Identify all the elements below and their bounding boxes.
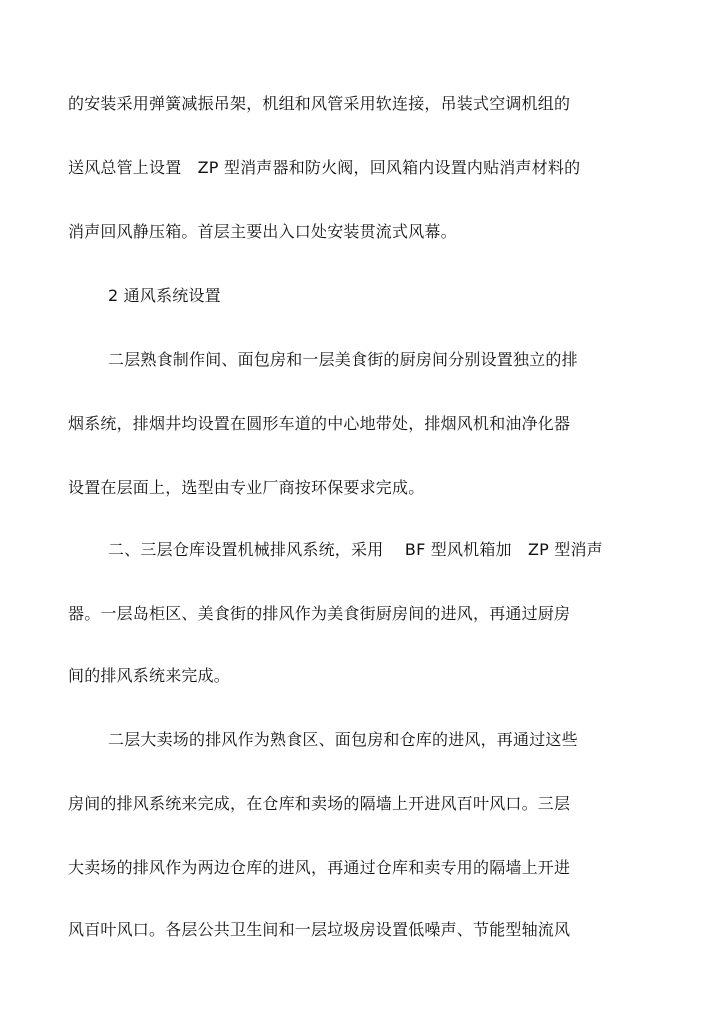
text-line-1: 的安装采用弹簧减振吊架，机组和风管采用软连接，吊装式空调机组的 — [68, 94, 571, 113]
text-line-3: 消声回风静压箱。首层主要出入口处安装贯流式风幕。 — [68, 222, 457, 241]
text-line-11: 二层大卖场的排风作为熟食区、面包房和仓库的进风，再通过这些 — [108, 730, 578, 749]
text-line-14: 风百叶风口。各层公共卫生间和一层垃圾房设置低噪声、节能型轴流风 — [68, 920, 571, 939]
text-line-6: 烟系统，排烟井均设置在圆形车道的中心地带处，排烟风机和油净化器 — [68, 414, 571, 433]
text-line-12: 房间的排风系统来完成，在仓库和卖场的隔墙上开进风百叶风口。三层 — [68, 794, 571, 813]
text-line-7: 设置在层面上，选型由专业厂商按环保要求完成。 — [68, 478, 425, 497]
text-line-13: 大卖场的排风作为两边仓库的进风，再通过仓库和卖专用的隔墙上开进 — [68, 858, 571, 877]
text-line-10: 间的排风系统来完成。 — [68, 666, 231, 685]
text-line-8: 二、三层仓库设置机械排风系统，采用 BF 型风机箱加 ZP 型消声 — [108, 540, 603, 559]
text-line-2: 送风总管上设置 ZP 型消声器和防火阀，回风箱内设置内贴消声材料的 — [68, 158, 581, 177]
text-line-5: 二层熟食制作间、面包房和一层美食街的厨房间分别设置独立的排 — [108, 350, 578, 369]
section-heading: 2 通风系统设置 — [108, 286, 221, 305]
text-line-9: 器。一层岛柜区、美食街的排风作为美食街厨房间的进风，再通过厨房 — [68, 604, 571, 623]
